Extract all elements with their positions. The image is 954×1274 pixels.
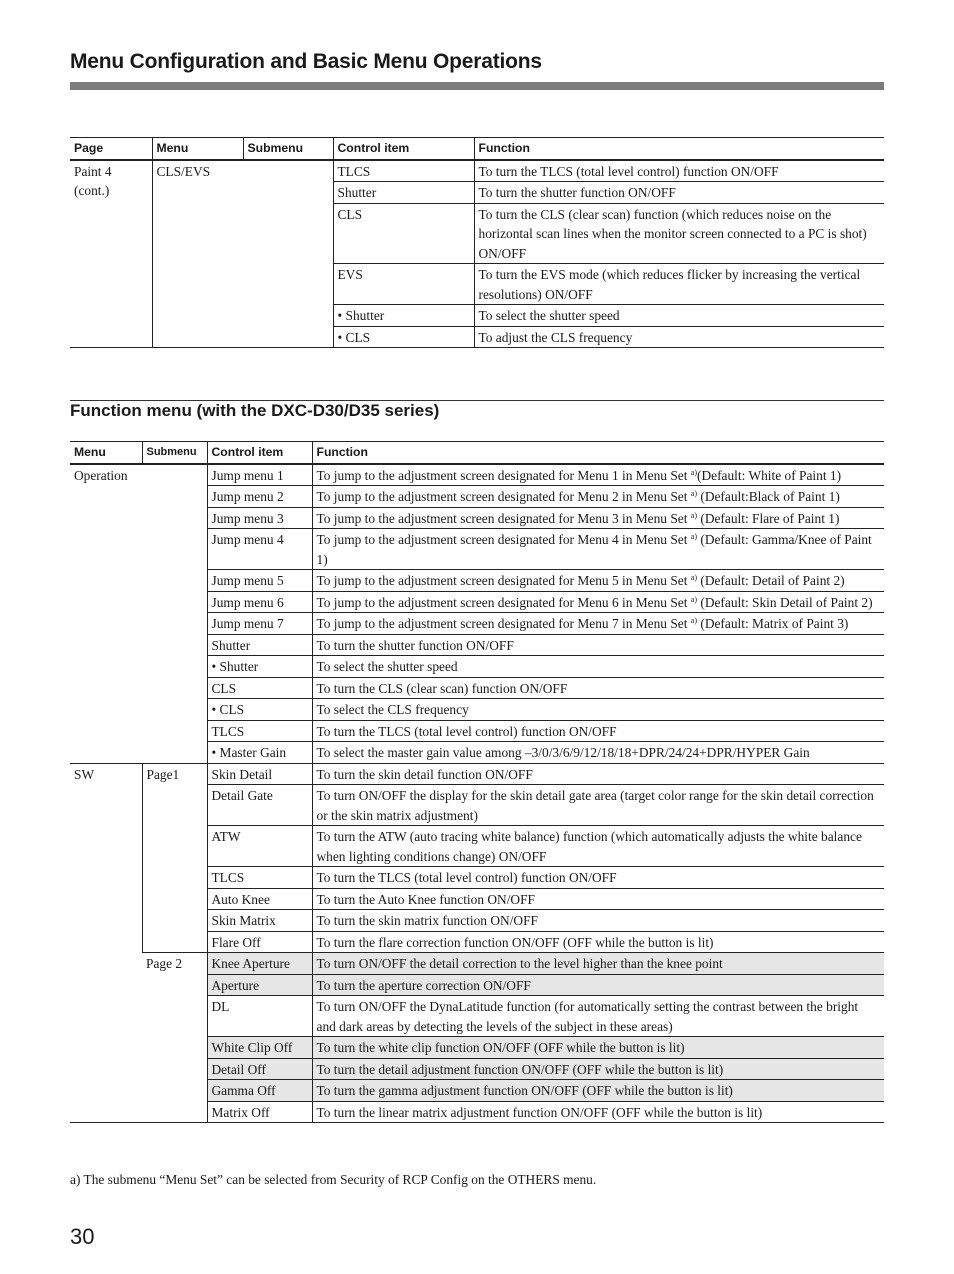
column-header-control-item: Control item xyxy=(207,442,312,464)
function-cell xyxy=(312,591,884,613)
control-item-cell: Detail Off xyxy=(207,1058,312,1080)
function-cell: To turn the CLS (clear scan) function (which reduces noise on the horizontal scan lines when the monitor screen connected to a PC is shot) ON/OFF xyxy=(474,203,884,264)
control-item-cell: Jump menu 4 xyxy=(207,529,312,570)
function-cell xyxy=(312,464,884,486)
page-cell xyxy=(70,160,152,348)
function-cell: To select the CLS frequency xyxy=(312,699,884,721)
control-item-cell: Detail Gate xyxy=(207,785,312,826)
function-cell xyxy=(312,613,884,635)
function-cell: To turn the TLCS (total level control) function ON/OFF xyxy=(312,867,884,889)
footnote-marker: a) xyxy=(690,616,698,625)
control-item-cell: • CLS xyxy=(207,699,312,721)
control-item-cell: Jump menu 3 xyxy=(207,507,312,529)
control-item-cell: TLCS xyxy=(207,720,312,742)
submenu-cell-page2: Page 2 xyxy=(142,953,207,1123)
column-header-menu: Menu xyxy=(70,442,142,464)
footnote: a) The submenu “Menu Set” can be selected from Security of RCP Config on the OTHERS menu. xyxy=(70,1172,597,1187)
column-header-submenu: Submenu xyxy=(142,442,207,464)
function-default: (Default: Gamma/Knee of Paint 1) xyxy=(316,532,872,567)
footnote-marker: a) xyxy=(690,467,698,477)
footnote-marker: a) xyxy=(690,532,698,541)
control-item-cell: Skin Detail xyxy=(207,763,312,785)
function-cell: To turn the shutter function ON/OFF xyxy=(474,182,884,204)
table-header-row xyxy=(70,442,884,464)
function-cell: To select the master gain value among –3/0/3/6/9/12/18/18+DPR/24/24+DPR/HYPER Gain xyxy=(312,742,884,764)
control-item-cell: Shutter xyxy=(333,182,474,204)
function-default: (Default: Skin Detail of Paint 2) xyxy=(697,594,873,610)
control-item-cell: Skin Matrix xyxy=(207,910,312,932)
control-item-cell: TLCS xyxy=(207,867,312,889)
page-label: Paint 4 xyxy=(74,163,112,179)
footnote-marker: a) xyxy=(690,573,698,582)
footnote-marker: a) xyxy=(690,489,698,498)
page-number: 30 xyxy=(70,1224,95,1249)
function-cell: To turn the flare correction function ON/OFF (OFF while the button is lit) xyxy=(312,931,884,953)
control-item-cell: • CLS xyxy=(333,326,474,348)
function-cell: To turn the EVS mode (which reduces flicker by increasing the vertical resolutions) ON/OFF xyxy=(474,264,884,305)
page-cont-label: (cont.) xyxy=(74,183,110,198)
function-cell: To select the shutter speed xyxy=(474,305,884,327)
control-item-cell: Gamma Off xyxy=(207,1080,312,1102)
function-text: To jump to the adjustment screen designated for Menu 4 in Menu Set xyxy=(316,532,691,547)
function-cell: To turn the ATW (auto tracing white balance) function (which automatically adjusts the white balance when lighting conditions change) ON/OFF xyxy=(312,826,884,867)
function-text: To jump to the adjustment screen designated for Menu 6 in Menu Set xyxy=(316,594,691,610)
column-header-menu: Menu xyxy=(152,138,243,160)
function-cell: To turn the linear matrix adjustment function ON/OFF (OFF while the button is lit) xyxy=(312,1101,884,1123)
function-cell: To turn the CLS (clear scan) function ON/OFF xyxy=(312,677,884,699)
control-item-cell: Jump menu 6 xyxy=(207,591,312,613)
control-item-cell: Jump menu 5 xyxy=(207,570,312,592)
function-cell: To turn the skin matrix function ON/OFF xyxy=(312,910,884,932)
function-default: (Default: White of Paint 1) xyxy=(697,467,842,483)
function-default: (Default:Black of Paint 1) xyxy=(697,489,840,504)
control-item-cell: Aperture xyxy=(207,974,312,996)
function-default: (Default: Detail of Paint 2) xyxy=(697,573,845,588)
control-item-cell: Jump menu 1 xyxy=(207,464,312,486)
function-cell: To turn the aperture correction ON/OFF xyxy=(312,974,884,996)
menu-cell-operation: Operation xyxy=(70,464,142,764)
function-cell: To turn the detail adjustment function ON/OFF (OFF while the button is lit) xyxy=(312,1058,884,1080)
function-default: (Default: Flare of Paint 1) xyxy=(697,510,840,526)
control-item-cell: • Master Gain xyxy=(207,742,312,764)
control-item-cell: Knee Aperture xyxy=(207,953,312,975)
control-item-cell: Jump menu 7 xyxy=(207,613,312,635)
control-item-cell: CLS xyxy=(207,677,312,699)
function-cell: To select the shutter speed xyxy=(312,656,884,678)
page-title: Menu Configuration and Basic Menu Operations xyxy=(70,50,542,73)
function-cell xyxy=(312,570,884,592)
column-header-function: Function xyxy=(474,138,884,160)
section-title: Function menu (with the DXC-D30/D35 series) xyxy=(70,401,440,420)
function-cell: To adjust the CLS frequency xyxy=(474,326,884,348)
control-item-cell: Flare Off xyxy=(207,931,312,953)
function-menu-table xyxy=(70,441,884,1123)
control-item-cell: CLS xyxy=(333,203,474,264)
function-default: (Default: Matrix of Paint 3) xyxy=(697,616,849,631)
function-text: To jump to the adjustment screen designated for Menu 2 in Menu Set xyxy=(316,489,691,504)
submenu-cell xyxy=(243,160,333,348)
column-header-submenu: Submenu xyxy=(243,138,333,160)
function-text: To jump to the adjustment screen designated for Menu 3 in Menu Set xyxy=(316,510,691,526)
control-item-cell: • Shutter xyxy=(207,656,312,678)
title-bar xyxy=(70,82,884,90)
function-cell: To turn the skin detail function ON/OFF xyxy=(312,763,884,785)
function-cell: To turn the gamma adjustment function ON/OFF (OFF while the button is lit) xyxy=(312,1080,884,1102)
control-item-cell: Matrix Off xyxy=(207,1101,312,1123)
table-header-row xyxy=(70,138,884,160)
control-item-cell: Auto Knee xyxy=(207,888,312,910)
table-row xyxy=(70,953,884,975)
menu-cell: CLS/EVS xyxy=(152,160,243,348)
function-cell: To turn ON/OFF the detail correction to the level higher than the knee point xyxy=(312,953,884,975)
control-item-cell: ATW xyxy=(207,826,312,867)
menu-cell-sw: SW xyxy=(70,763,142,1123)
control-item-cell: TLCS xyxy=(333,160,474,182)
cls-evs-table xyxy=(70,137,884,348)
function-cell: To turn ON/OFF the DynaLatitude function (for automatically setting the contrast between the bright and dark areas by detecting the levels of the subject in these areas) xyxy=(312,996,884,1037)
control-item-cell: Shutter xyxy=(207,634,312,656)
column-header-page: Page xyxy=(70,138,152,160)
function-cell xyxy=(312,529,884,570)
footnote-marker: a) xyxy=(690,510,698,520)
control-item-cell: DL xyxy=(207,996,312,1037)
table-row xyxy=(70,763,884,785)
function-text: To jump to the adjustment screen designated for Menu 5 in Menu Set xyxy=(316,573,691,588)
control-item-cell: • Shutter xyxy=(333,305,474,327)
function-text: To jump to the adjustment screen designated for Menu 7 in Menu Set xyxy=(316,616,691,631)
function-cell xyxy=(312,507,884,529)
control-item-cell: White Clip Off xyxy=(207,1037,312,1059)
function-text: To jump to the adjustment screen designated for Menu 1 in Menu Set xyxy=(316,467,691,483)
table-row xyxy=(70,160,884,182)
function-cell: To turn ON/OFF the display for the skin detail gate area (target color range for the skin detail correction or the skin matrix adjustment) xyxy=(312,785,884,826)
submenu-cell-page1: Page1 xyxy=(142,763,207,953)
column-header-control-item: Control item xyxy=(333,138,474,160)
control-item-cell: EVS xyxy=(333,264,474,305)
column-header-function: Function xyxy=(312,442,884,464)
submenu-cell-operation xyxy=(142,464,207,764)
footnote-marker: a) xyxy=(690,594,698,604)
table-row xyxy=(70,464,884,486)
function-cell: To turn the Auto Knee function ON/OFF xyxy=(312,888,884,910)
function-cell: To turn the TLCS (total level control) function ON/OFF xyxy=(312,720,884,742)
function-cell: To turn the white clip function ON/OFF (OFF while the button is lit) xyxy=(312,1037,884,1059)
control-item-cell: Jump menu 2 xyxy=(207,486,312,508)
function-cell: To turn the shutter function ON/OFF xyxy=(312,634,884,656)
function-cell: To turn the TLCS (total level control) function ON/OFF xyxy=(474,160,884,182)
function-cell xyxy=(312,486,884,508)
